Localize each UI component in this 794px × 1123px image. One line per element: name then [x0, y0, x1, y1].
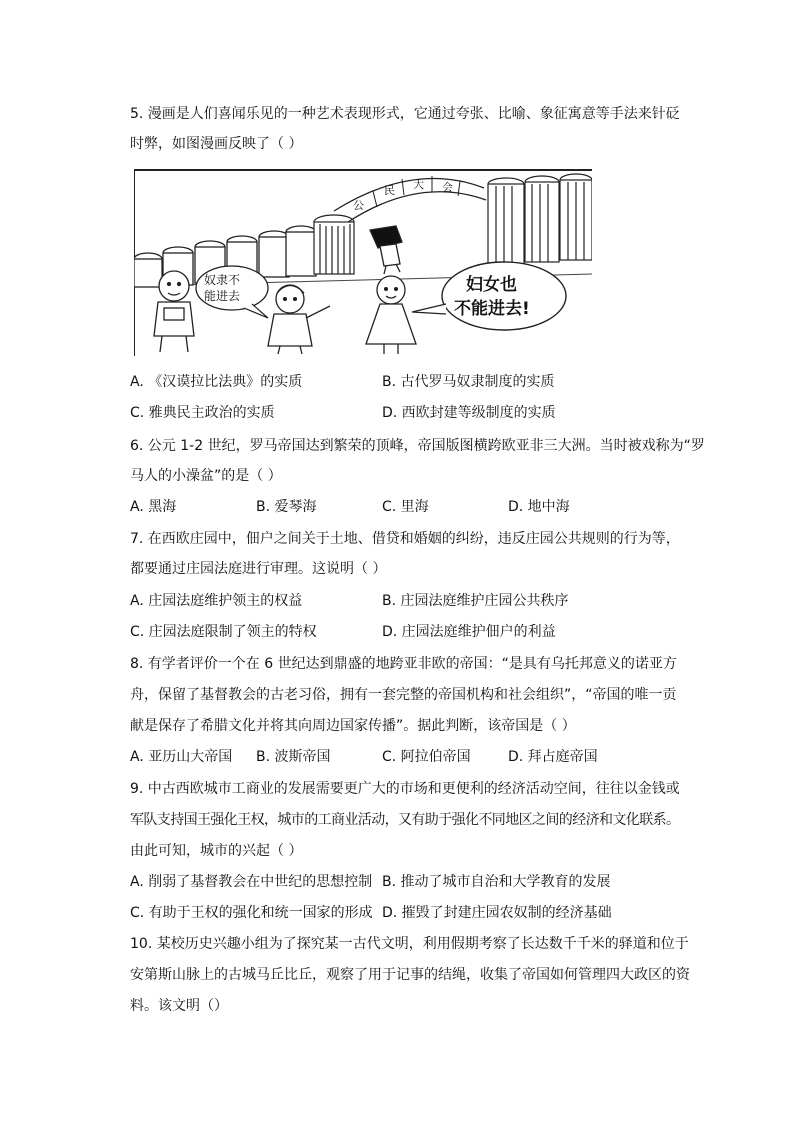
q10-stem-line2: 安第斯山脉上的古城马丘比丘，观察了用于记事的结绳，收集了帝国如何管理四大政区的资: [130, 967, 690, 983]
q5-option-a[interactable]: A. 《汉谟拉比法典》的实质: [130, 374, 303, 390]
q6-option-a[interactable]: A. 黑海: [130, 499, 177, 515]
q7-option-b[interactable]: B. 庄园法庭维护庄园公共秩序: [382, 593, 569, 609]
slave-bubble-line1: 奴隶不: [204, 273, 241, 287]
q8-stem-line2: 舟，保留了基督教会的古老习俗，拥有一套完整的帝国机构和社会组织”，“帝国的唯一贡: [130, 687, 677, 703]
q8-option-a[interactable]: A. 亚历山大帝国: [130, 749, 233, 765]
q9-stem-line3: 由此可知，城市的兴起（ ）: [130, 843, 303, 859]
comic-illustration: [134, 166, 592, 356]
q8-stem-line1: 8. 有学者评价一个在 6 世纪达到鼎盛的地跨亚非欧的帝国：“是具有乌托邦意义的诺亚方: [130, 656, 677, 672]
banner-char-4: 会: [442, 181, 453, 194]
q5-option-d[interactable]: D. 西欧封建等级制度的实质: [382, 405, 556, 421]
q8-option-d[interactable]: D. 拜占庭帝国: [508, 749, 598, 765]
slave-bubble-line2: 能进去: [204, 289, 241, 303]
q5-option-c[interactable]: C. 雅典民主政治的实质: [130, 405, 275, 421]
q6-stem-line2: 马人的小澡盆”的是（ ）: [130, 468, 282, 484]
q6-stem-line1: 6. 公元 1-2 世纪，罗马帝国达到繁荣的顶峰，帝国版图横跨欧亚非三大洲。当时被戏称为“罗: [130, 438, 705, 454]
q7-option-c[interactable]: C. 庄园法庭限制了领主的特权: [130, 624, 317, 640]
q7-option-d[interactable]: D. 庄园法庭维护佃户的利益: [382, 624, 556, 640]
q6-option-b[interactable]: B. 爱琴海: [256, 499, 317, 515]
banner-char-1: 公: [353, 199, 364, 212]
q9-stem-line2: 军队支持国王强化王权，城市的工商业活动，又有助于强化不同地区之间的经济和文化联系。: [130, 812, 680, 828]
q9-option-a[interactable]: A. 削弱了基督教会在中世纪的思想控制: [130, 874, 373, 890]
q7-stem-line1: 7. 在西欧庄园中，佃户之间关于土地、借贷和婚姻的纠纷，违反庄园公共规则的行为等，: [130, 531, 680, 547]
q7-option-a[interactable]: A. 庄园法庭维护领主的权益: [130, 593, 303, 609]
q9-stem-line1: 9. 中古西欧城市工商业的发展需要更广大的市场和更便利的经济活动空间，往往以金钱或: [130, 781, 680, 797]
q7-stem-line2: 都要通过庄园法庭进行审理。这说明（ ）: [130, 561, 387, 577]
q8-option-b[interactable]: B. 波斯帝国: [256, 749, 331, 765]
women-bubble-line1: 妇女也: [466, 275, 517, 295]
q10-stem-line3: 料。该文明（）: [130, 998, 228, 1014]
banner-char-2: 民: [384, 184, 395, 197]
women-bubble-line2: 不能进去!: [454, 299, 530, 319]
q9-option-d[interactable]: D. 摧毁了封建庄园农奴制的经济基础: [382, 905, 612, 921]
q8-stem-line3: 献是保存了希腊文化并将其向周边国家传播”。据此判断，该帝国是（ ）: [130, 718, 576, 734]
q10-stem-line1: 10. 某校历史兴趣小组为了探究某一古代文明，利用假期考察了长达数千千米的驿道和位于: [130, 936, 689, 952]
q5-option-b[interactable]: B. 古代罗马奴隶制度的实质: [382, 374, 555, 390]
q5-stem-line1: 5. 漫画是人们喜闻乐见的一种艺术表现形式，它通过夸张、比喻、象征寓意等手法来针砭: [130, 106, 680, 122]
q5-stem-line2: 时弊，如图漫画反映了（ ）: [130, 136, 303, 152]
q6-option-d[interactable]: D. 地中海: [508, 499, 570, 515]
q9-option-b[interactable]: B. 推动了城市自治和大学教育的发展: [382, 874, 611, 890]
q6-option-c[interactable]: C. 里海: [382, 499, 429, 515]
q8-option-c[interactable]: C. 阿拉伯帝国: [382, 749, 471, 765]
q9-option-c[interactable]: C. 有助于王权的强化和统一国家的形成: [130, 905, 373, 921]
banner-char-3: 大: [413, 178, 424, 191]
